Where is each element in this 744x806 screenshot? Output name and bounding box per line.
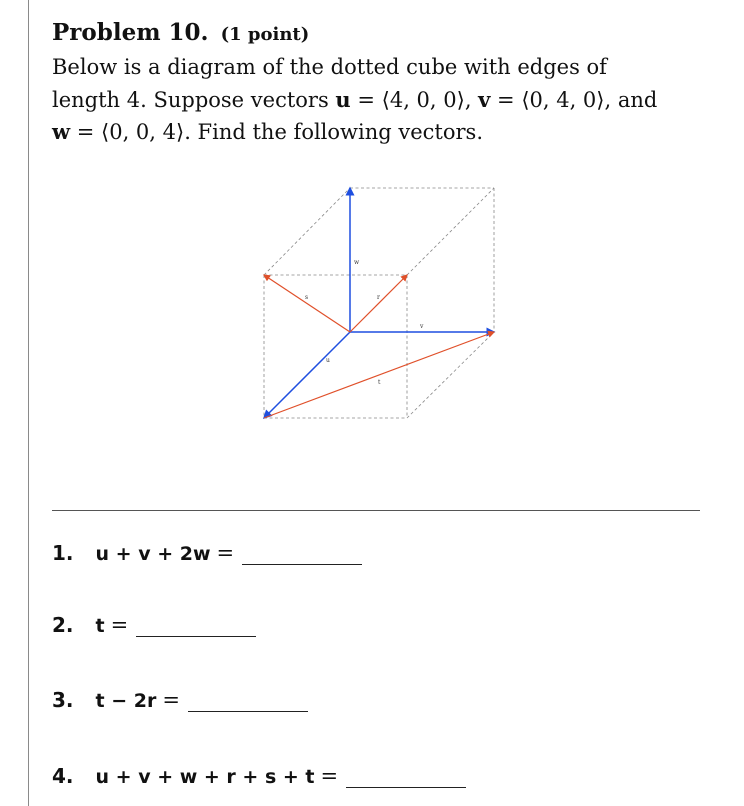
- label-u: u: [326, 357, 330, 364]
- vector-u-symbol: u: [335, 86, 351, 112]
- question-4-expression: u + v + w + r + s + t: [95, 766, 315, 788]
- answer-2-input[interactable]: [136, 610, 256, 637]
- label-v: v: [420, 323, 424, 330]
- vector-r-arrow: [350, 275, 407, 332]
- left-border: [28, 0, 29, 806]
- label-r: r: [377, 294, 380, 301]
- question-2-number: 2.: [52, 613, 74, 637]
- question-1: [52, 535, 362, 565]
- question-3: [52, 682, 308, 712]
- question-3-equals: =: [162, 688, 180, 712]
- problem-text: [52, 52, 702, 149]
- vector-t-arrow: [264, 332, 494, 418]
- problem-points: (1 point): [220, 24, 310, 45]
- vector-w-symbol: w: [52, 119, 71, 144]
- question-2-equals: =: [110, 613, 129, 637]
- question-4-equals: =: [320, 764, 339, 788]
- vector-u-value: = ⟨4, 0, 0⟩,: [350, 87, 479, 112]
- question-1-expression: u + v + 2w: [95, 543, 211, 565]
- label-w: w: [354, 259, 360, 266]
- separator-line: [52, 510, 700, 511]
- label-t: t: [378, 379, 381, 386]
- question-2: [52, 607, 256, 637]
- problem-title: [52, 18, 702, 50]
- problem-number: Problem 10.: [52, 19, 209, 46]
- problem-statement: [52, 18, 702, 149]
- label-s: s: [305, 294, 309, 301]
- problem-text-line-2: length 4. Suppose vectors: [52, 87, 336, 112]
- question-3-expression: t − 2r: [95, 690, 157, 712]
- problem-text-line-1: Below is a diagram of the dotted cube with edges of: [52, 55, 607, 79]
- question-1-number: 1.: [52, 541, 74, 565]
- question-4-number: 4.: [52, 764, 74, 788]
- vector-w-value: = ⟨0, 0, 4⟩. Find the following vectors.: [70, 120, 483, 144]
- cube-diagram: [244, 178, 514, 434]
- question-1-equals: =: [216, 541, 235, 565]
- question-4: [52, 758, 466, 788]
- answer-1-input[interactable]: [242, 538, 362, 565]
- answer-3-input[interactable]: [188, 685, 308, 712]
- vector-v-value: = ⟨0, 4, 0⟩, and: [490, 87, 658, 112]
- vector-u-arrow: [264, 332, 350, 418]
- answer-4-input[interactable]: [346, 761, 466, 788]
- vector-v-symbol: v: [478, 86, 491, 112]
- question-2-expression: t: [95, 615, 105, 637]
- vector-s-arrow: [264, 275, 350, 332]
- question-3-number: 3.: [52, 688, 74, 712]
